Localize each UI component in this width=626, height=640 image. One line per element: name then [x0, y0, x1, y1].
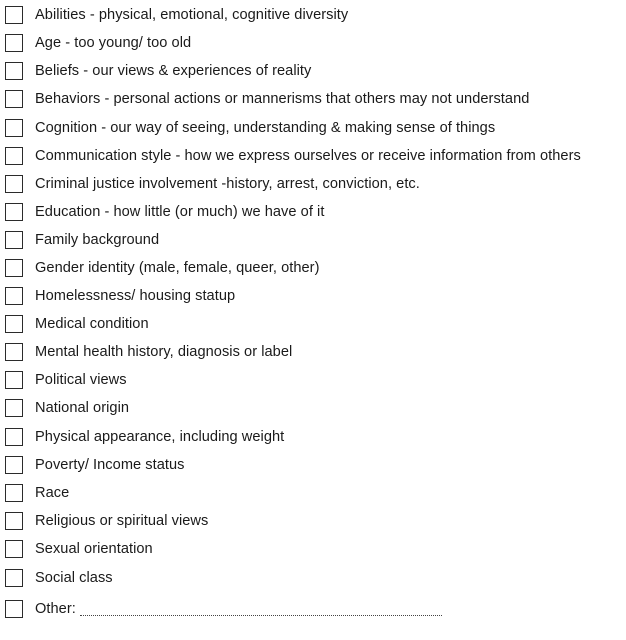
checklist-item-label: Political views — [35, 372, 127, 388]
checklist-item[interactable] — [0, 369, 626, 397]
checkbox[interactable] — [5, 456, 23, 474]
checklist-item[interactable] — [0, 257, 626, 285]
checkbox[interactable] — [5, 147, 23, 165]
checkbox[interactable] — [5, 6, 23, 24]
checklist-item-label: Poverty/ Income status — [35, 457, 185, 473]
checklist-item[interactable] — [0, 145, 626, 173]
checkbox[interactable] — [5, 175, 23, 193]
checklist-item[interactable] — [0, 426, 626, 454]
checkbox[interactable] — [5, 512, 23, 530]
checklist-item-label: Education - how little (or much) we have of it — [35, 204, 325, 220]
checkbox[interactable] — [5, 399, 23, 417]
checklist-item[interactable] — [0, 88, 626, 116]
checklist-item-label: Religious or spiritual views — [35, 513, 209, 529]
checkbox[interactable] — [5, 203, 23, 221]
checkbox[interactable] — [5, 371, 23, 389]
checklist-item-label: Cognition - our way of seeing, understanding & making sense of things — [35, 120, 496, 136]
checklist-item[interactable] — [0, 285, 626, 313]
checklist-item-label: Social class — [35, 570, 113, 586]
checklist-item[interactable] — [0, 538, 626, 566]
checklist-item[interactable] — [0, 313, 626, 341]
checklist-item[interactable] — [0, 510, 626, 538]
checkbox[interactable] — [5, 569, 23, 587]
checklist-item-label: Race — [35, 485, 70, 501]
checklist-item[interactable] — [0, 4, 626, 32]
checklist-item[interactable] — [0, 482, 626, 510]
checkbox[interactable] — [5, 540, 23, 558]
checklist-item[interactable] — [0, 60, 626, 88]
checklist-item-label: Criminal justice involvement -history, arrest, conviction, etc. — [35, 176, 420, 192]
checklist-item-label: Physical appearance, including weight — [35, 429, 285, 445]
checklist-item[interactable] — [0, 117, 626, 145]
checkbox[interactable] — [5, 231, 23, 249]
checklist-item[interactable] — [0, 229, 626, 257]
checkbox[interactable] — [5, 259, 23, 277]
checkbox[interactable] — [5, 287, 23, 305]
checkbox[interactable] — [5, 484, 23, 502]
checkbox[interactable] — [5, 315, 23, 333]
checklist-item-label: Abilities - physical, emotional, cognitive diversity — [35, 7, 349, 23]
checkbox[interactable] — [5, 119, 23, 137]
checklist-item-label: Sexual orientation — [35, 541, 153, 557]
checklist-item-label: Behaviors - personal actions or mannerisms that others may not understand — [35, 91, 530, 107]
checklist-item[interactable] — [0, 397, 626, 425]
other-input[interactable] — [80, 615, 442, 616]
checkbox[interactable] — [5, 343, 23, 361]
checkbox[interactable] — [5, 428, 23, 446]
checkbox[interactable] — [5, 62, 23, 80]
checkbox[interactable] — [5, 600, 23, 618]
checklist-item[interactable] — [0, 567, 626, 595]
checklist-item-other[interactable] — [0, 598, 626, 626]
checklist-item[interactable] — [0, 32, 626, 60]
checklist-item[interactable] — [0, 201, 626, 229]
other-label: Other: — [35, 601, 76, 617]
checklist-item-label: National origin — [35, 400, 130, 416]
checklist-item-label: Gender identity (male, female, queer, other) — [35, 260, 320, 276]
checklist-item-label: Mental health history, diagnosis or label — [35, 344, 293, 360]
checkbox[interactable] — [5, 90, 23, 108]
checklist-item-label: Medical condition — [35, 316, 149, 332]
checklist-item-label: Beliefs - our views & experiences of reality — [35, 63, 312, 79]
checklist-item[interactable] — [0, 341, 626, 369]
checklist-item[interactable] — [0, 454, 626, 482]
checkbox[interactable] — [5, 34, 23, 52]
checklist-item[interactable] — [0, 173, 626, 201]
checklist-item-label: Family background — [35, 232, 160, 248]
checklist-item-label: Age - too young/ too old — [35, 35, 192, 51]
checklist-item-label: Homelessness/ housing statup — [35, 288, 236, 304]
checklist-item-label: Communication style - how we express ourselves or receive information from others — [35, 148, 581, 164]
